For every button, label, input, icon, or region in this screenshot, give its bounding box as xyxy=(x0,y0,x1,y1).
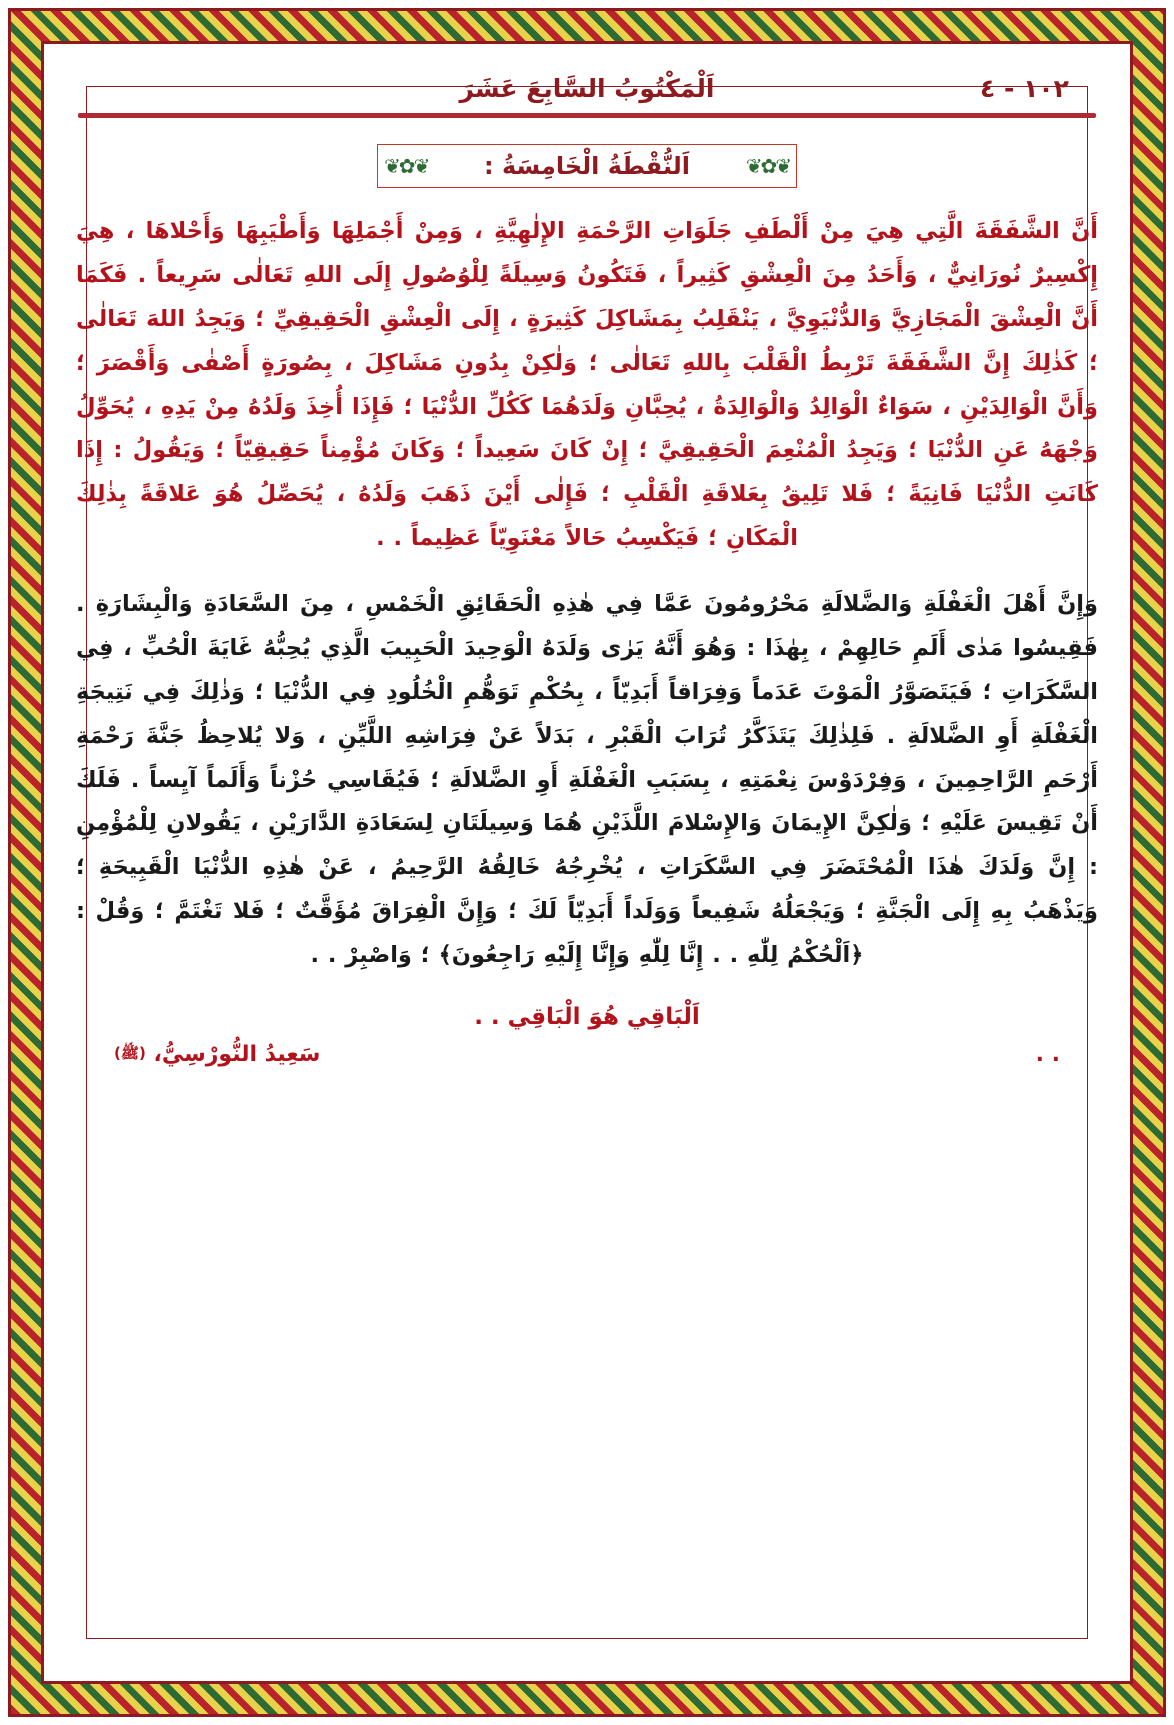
section-heading-wrap xyxy=(74,144,1100,188)
flourish-ornament-left-icon: ❦✿❦ xyxy=(384,154,429,178)
section-heading-plaque xyxy=(377,144,797,188)
honorific-seal-icon: (ﷺ) xyxy=(114,1043,146,1062)
page-content xyxy=(52,52,1122,1673)
paragraph-first: أَنَّ الشَّفَقَةَ الَّتِي هِيَ مِنْ أَلْطَفِ جَلَوَاتِ الرَّحْمَةِ الإِلٰهِيَّةِ ، وَمِنْ أَجْمَلِهَا وَأَطْيَبِهَا وَأَحْلاهَا ، هِيَ إِكْسِيرٌ نُورَانِيٌّ ، وَأَحَدُ مِنَ الْعِشْقِ كَثِيراً ، فَتَكُونُ وَسِيلَةً لِلْوُصُولِ إِلَى اللهِ تَعَالٰى سَرِيعاً . فَكَمَا أَنَّ الْعِشْقَ الْمَجَازِيَّ وَالدُّنْيَوِيَّ ، يَنْقَلِبُ بِمَشَاكِلَ كَثِيرَةٍ ، إِلَى الْعِشْقِ الْحَقِيقِيِّ ؛ وَيَجِدُ اللهَ تَعَالٰى ؛ كَذٰلِكَ إِنَّ الشَّفَقَةَ تَرْبِطُ الْقَلْبَ بِاللهِ تَعَالٰى ؛ وَلٰكِنْ بِدُونِ مَشَاكِلَ ، بِصُورَةٍ أَصْفٰى وَأَقْصَرَ ؛ وَأَنَّ الْوَالِدَيْنِ ، سَوَاءٌ الْوَالِدُ وَالْوَالِدَةُ ، يُحِبَّانِ وَلَدَهُمَا كَكُلِّ الدُّنْيَا ؛ فَإِذَا أُخِذَ وَلَدُهُ مِنْ يَدِهِ ، يُحَوِّلُ وَجْهَهُ عَنِ الدُّنْيَا ؛ وَيَجِدُ الْمُنْعِمَ الْحَقِيقِيَّ ؛ إِنْ كَانَ سَعِيداً ؛ وَكَانَ مُؤْمِناً حَقِيقِيّاً ؛ وَيَقُولُ : إِذَا كَانَتِ الدُّنْيَا فَانِيَةً ؛ فَلا تَلِيقُ بِعَلاقَةِ الْقَلْبِ ؛ فَإِلٰى أَيْنَ ذَهَبَ وَلَدُهُ ، يُحَصِّلُ هُوَ عَلاقَةً بِذٰلِكَ الْمَكَانِ ؛ فَيَكْسِبُ حَالاً مَعْنَوِيّاً عَظِيماً . . xyxy=(76,218,1098,552)
page-title: اَلْمَكْتُوبُ السَّابِعَ عَشَرَ xyxy=(459,74,715,103)
paragraph-second: وَإِنَّ أَهْلَ الْغَفْلَةِ وَالضَّلالَةِ مَحْرُومُونَ عَمَّا فِي هٰذِهِ الْحَقَائِقِ الْخَمْسِ ، مِنَ السَّعَادَةِ وَالْبِشَارَةِ . فَقِيسُوا مَدٰى أَلَمِ حَالِهِمْ ، بِهٰذَا : وَهُوَ أَنَّهُ يَرٰى وَلَدَهُ الْوَحِيدَ الْحَبِيبَ الَّذِي يُحِبُّهُ غَايَةَ الْحُبِّ ، فِي السَّكَرَاتِ ؛ فَيَتَصَوَّرُ الْمَوْتَ عَدَماً وَفِرَاقاً أَبَدِيّاً ، بِحُكْمِ تَوَهُّمِ الْخُلُودِ فِي الدُّنْيَا ؛ وَذٰلِكَ فِي نَتِيجَةِ الْغَفْلَةِ أَوِ الضَّلالَةِ . فَلِذٰلِكَ يَتَذَكَّرُ تُرَابَ الْقَبْرِ ، بَدَلاً عَنْ فِرَاشِهِ اللَّيِّنِ ، وَلا يُلاحِظُ جَنَّةَ رَحْمَةِ أَرْحَمِ الرَّاحِمِينَ ، وَفِرْدَوْسَ نِعْمَتِهِ ، بِسَبَبِ الْغَفْلَةِ أَوِ الضَّلالَةِ ؛ فَيُقَاسِي حُزْناً وَأَلَماً آيِساً . فَلَكَ أَنْ تَقِيسَ عَلَيْهِ ؛ وَلٰكِنَّ الإِيمَانَ وَالإِسْلامَ اللَّذَيْنِ هُمَا وَسِيلَتَانِ لِسَعَادَةِ الدَّارَيْنِ ، يَقُولانِ لِلْمُؤْمِنِ : إِنَّ وَلَدَكَ هٰذَا الْمُحْتَضَرَ فِي السَّكَرَاتِ ، يُخْرِجُهُ خَالِقُهُ الرَّحِيمُ ، عَنْ هٰذِهِ الدُّنْيَا الْقَبِيحَةِ ؛ وَيَذْهَبُ بِهِ إِلَى الْجَنَّةِ ؛ وَيَجْعَلُهُ شَفِيعاً وَوَلَداً أَبَدِيّاً لَكَ ؛ وَإِنَّ الْفِرَاقَ مُؤَقَّتٌ ؛ فَلا تَغْتَمَّ ؛ وَقُلْ : ﴿اَلْحُكْمُ لِلّٰهِ . . إِنَّا لِلّٰهِ وَإِنَّا إِلَيْهِ رَاجِعُونَ﴾ ؛ وَاصْبِرْ . . xyxy=(76,591,1098,968)
flourish-ornament-right-icon: ❦✿❦ xyxy=(745,154,790,178)
signature-trailing-dots: . . xyxy=(1035,1041,1060,1067)
section-heading-label: اَلنُّقْطَةُ الْخَامِسَةُ : xyxy=(484,152,690,180)
page-number: ١٠٢ - ٤ xyxy=(980,74,1069,103)
header-divider xyxy=(78,113,1096,118)
signature-block xyxy=(74,1042,1100,1067)
closing-line: اَلْبَاقِي هُوَ الْبَاقِي . . xyxy=(474,1003,700,1030)
page-header xyxy=(74,68,1100,103)
signature-author: سَعِيدُ النُّورْسِيُّ، xyxy=(153,1041,321,1067)
signature-name xyxy=(114,1042,320,1067)
